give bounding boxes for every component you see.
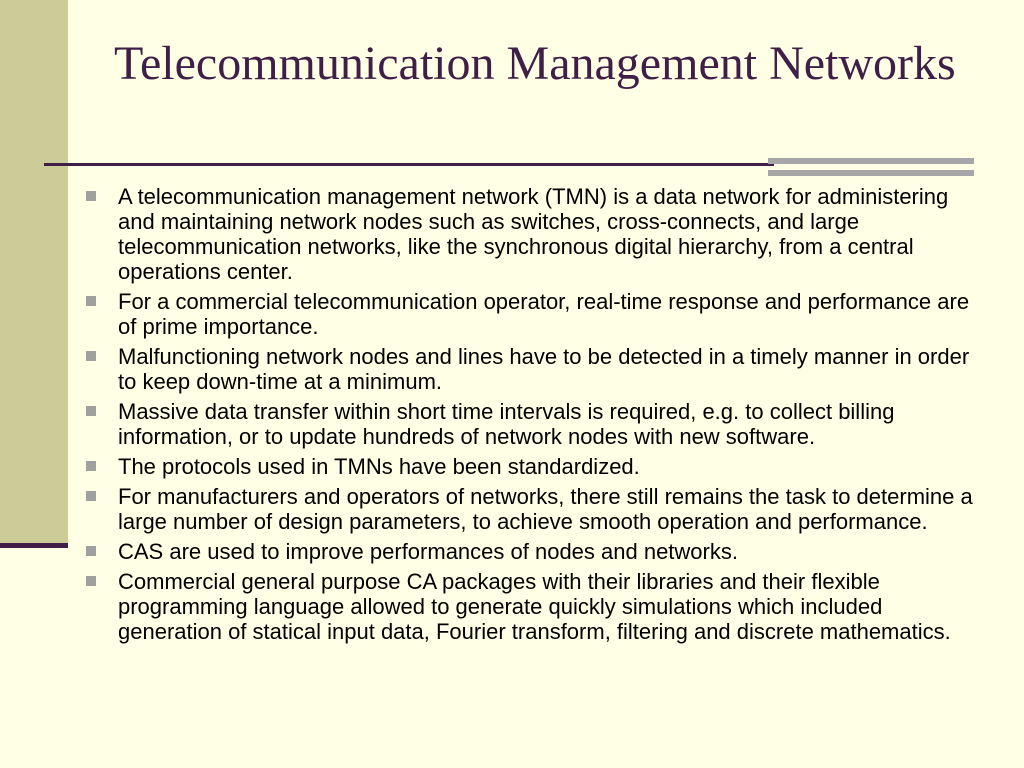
- bullet-item: [86, 289, 976, 339]
- square-bullet-icon: [86, 406, 96, 416]
- bullet-item: [86, 569, 976, 644]
- bullet-text: For manufacturers and operators of networks, there still remains the task to determine a large number of design parameters, to achieve smooth operation and performance.: [118, 484, 973, 534]
- bullet-item: [86, 484, 976, 534]
- left-accent-rule: [0, 543, 68, 548]
- bullet-text: The protocols used in TMNs have been standardized.: [118, 454, 640, 479]
- title-accent-bar-bottom: [768, 170, 974, 176]
- bullet-text: CAS are used to improve performances of nodes and networks.: [118, 539, 738, 564]
- title-underline: [44, 163, 774, 166]
- left-decorative-band: [0, 0, 68, 546]
- square-bullet-icon: [86, 491, 96, 501]
- bullet-list: [86, 184, 976, 649]
- bullet-item: [86, 454, 976, 479]
- bullet-item: [86, 184, 976, 284]
- square-bullet-icon: [86, 351, 96, 361]
- bullet-text: Commercial general purpose CA packages with their libraries and their flexible programming language allowed to generate quickly simulations which included generation of statical input data, Fourier transform, filtering and discrete mathematics.: [118, 569, 951, 644]
- square-bullet-icon: [86, 546, 96, 556]
- square-bullet-icon: [86, 461, 96, 471]
- bullet-text: A telecommunication management network (TMN) is a data network for administering and maintaining network nodes such as switches, cross-connects, and large telecommunication networks, like the synchronous digital hierarchy, from a central operations center.: [118, 184, 949, 284]
- title-accent-bar-top: [768, 158, 974, 164]
- square-bullet-icon: [86, 576, 96, 586]
- bullet-text: For a commercial telecommunication operator, real-time response and performance are of prime importance.: [118, 289, 970, 339]
- slide-title: Telecommunication Management Networks: [114, 37, 956, 90]
- bullet-text: Massive data transfer within short time intervals is required, e.g. to collect billing information, or to update hundreds of network nodes with new software.: [118, 399, 895, 449]
- square-bullet-icon: [86, 296, 96, 306]
- square-bullet-icon: [86, 191, 96, 201]
- bullet-item: [86, 539, 976, 564]
- bullet-item: [86, 399, 976, 449]
- bullet-text: Malfunctioning network nodes and lines have to be detected in a timely manner in order to keep down-time at a minimum.: [118, 344, 970, 394]
- bullet-item: [86, 344, 976, 394]
